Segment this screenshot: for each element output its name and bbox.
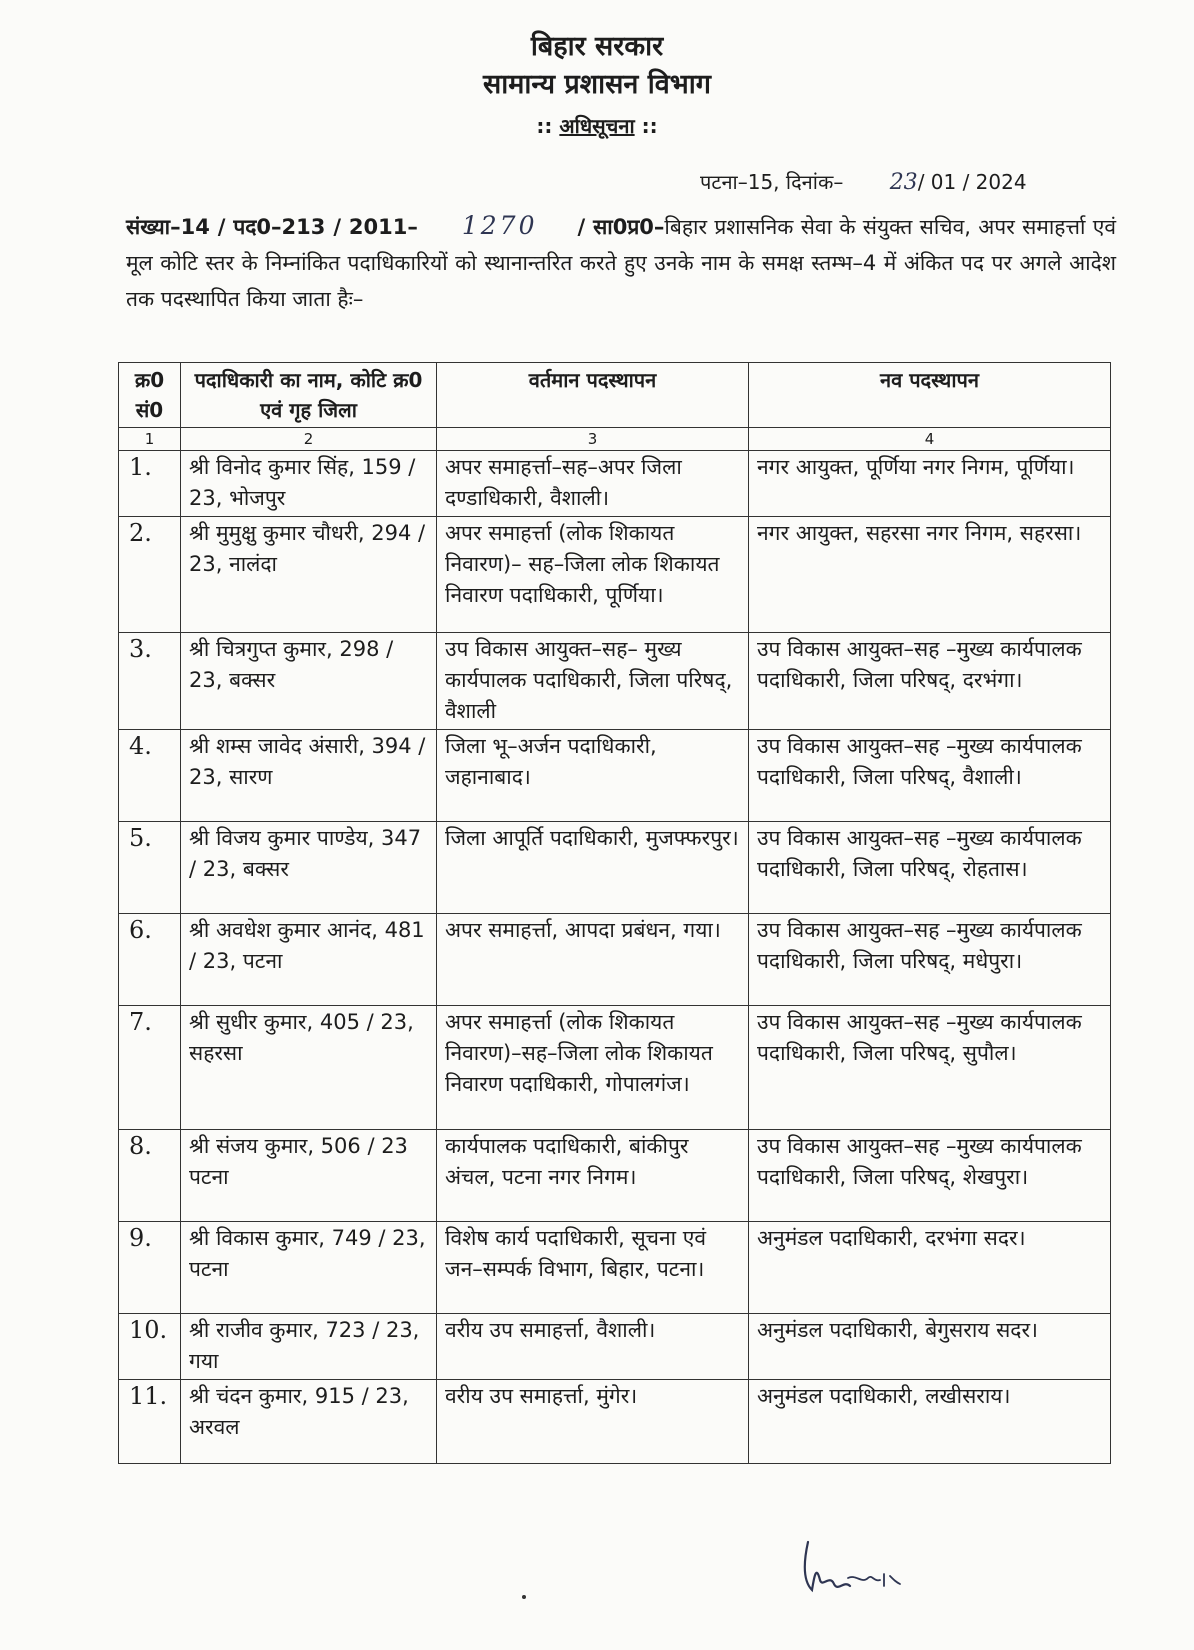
table-row <box>119 633 1111 730</box>
table-row <box>119 517 1111 633</box>
new-posting-cell: उप विकास आयुक्त–सह –मुख्य कार्यपालक पदाधिकारी, जिला परिषद्, दरभंगा। <box>749 633 1111 730</box>
column-number-row <box>119 428 1111 451</box>
reference-number: 1270 <box>461 211 538 240</box>
department-title: सामान्य प्रशासन विभाग <box>483 69 711 100</box>
table-row <box>119 451 1111 517</box>
current-posting-cell: वरीय उप समाहर्त्ता, मुंगेर। <box>437 1380 749 1464</box>
officer-cell: श्री राजीव कुमार, 723 / 23, गया <box>181 1314 437 1380</box>
new-posting-cell: उप विकास आयुक्त–सह –मुख्य कार्यपालक पदाधिकारी, जिला परिषद्, रोहतास। <box>749 822 1111 914</box>
header-officer: पदाधिकारी का नाम, कोटि क्र0 एवं गृह जिला <box>181 363 437 428</box>
column-number: 3 <box>437 428 749 451</box>
serial-cell: 7. <box>119 1006 181 1130</box>
dateline <box>700 168 1027 195</box>
column-number: 4 <box>749 428 1111 451</box>
serial-cell: 10. <box>119 1314 181 1380</box>
current-posting-cell: जिला आपूर्ति पदाधिकारी, मुजफ्फरपुर। <box>437 822 749 914</box>
serial-cell: 9. <box>119 1222 181 1314</box>
column-number: 2 <box>181 428 437 451</box>
government-title: बिहार सरकार <box>530 31 664 62</box>
place-date-label: पटना–15, दिनांक– <box>700 170 844 194</box>
current-posting-cell: उप विकास आयुक्त–सह– मुख्य कार्यपालक पदाधिकारी, जिला परिषद्, वैशाली <box>437 633 749 730</box>
current-posting-cell: अपर समाहर्त्ता (लोक शिकायत निवारण)–सह–जिला लोक शिकायत निवारण पदाधिकारी, गोपालगंज। <box>437 1006 749 1130</box>
officer-cell: श्री विकास कुमार, 749 / 23, पटना <box>181 1222 437 1314</box>
column-number: 1 <box>119 428 181 451</box>
serial-cell: 8. <box>119 1130 181 1222</box>
new-posting-cell: उप विकास आयुक्त–सह –मुख्य कार्यपालक पदाधिकारी, जिला परिषद्, शेखपुरा। <box>749 1130 1111 1222</box>
serial-cell: 1. <box>119 451 181 517</box>
table-header-row <box>119 363 1111 428</box>
officer-cell: श्री सुधीर कुमार, 405 / 23, सहरसा <box>181 1006 437 1130</box>
table-row <box>119 914 1111 1006</box>
serial-cell: 6. <box>119 914 181 1006</box>
serial-cell: 11. <box>119 1380 181 1464</box>
new-posting-cell: उप विकास आयुक्त–सह –मुख्य कार्यपालक पदाधिकारी, जिला परिषद्, वैशाली। <box>749 730 1111 822</box>
officer-cell: श्री अवधेश कुमार आनंद, 481 / 23, पटना <box>181 914 437 1006</box>
new-posting-cell: नगर आयुक्त, सहरसा नगर निगम, सहरसा। <box>749 517 1111 633</box>
stray-mark <box>522 1595 526 1599</box>
current-posting-cell: जिला भू–अर्जन पदाधिकारी, जहानाबाद। <box>437 730 749 822</box>
intro-paragraph <box>126 208 1116 317</box>
header-serial: क्र0 सं0 <box>119 363 181 428</box>
signature <box>800 1540 910 1604</box>
table-row <box>119 1380 1111 1464</box>
officer-cell: श्री चंदन कुमार, 915 / 23, अरवल <box>181 1380 437 1464</box>
table-row <box>119 1314 1111 1380</box>
table-row <box>119 822 1111 914</box>
serial-cell: 5. <box>119 822 181 914</box>
new-posting-cell: अनुमंडल पदाधिकारी, दरभंगा सदर। <box>749 1222 1111 1314</box>
header-new-posting: नव पदस्थापन <box>749 363 1111 428</box>
table-row <box>119 1006 1111 1130</box>
officer-cell: श्री विनोद कुमार सिंह, 159 / 23, भोजपुर <box>181 451 437 517</box>
new-posting-cell: उप विकास आयुक्त–सह –मुख्य कार्यपालक पदाधिकारी, जिला परिषद्, सुपौल। <box>749 1006 1111 1130</box>
new-posting-cell: अनुमंडल पदाधिकारी, लखीसराय। <box>749 1380 1111 1464</box>
officer-cell: श्री मुमुक्षु कुमार चौधरी, 294 / 23, नालंदा <box>181 517 437 633</box>
header-current-posting: वर्तमान पदस्थापन <box>437 363 749 428</box>
current-posting-cell: अपर समाहर्त्ता (लोक शिकायत निवारण)– सह–जिला लोक शिकायत निवारण पदाधिकारी, पूर्णिया। <box>437 517 749 633</box>
officer-cell: श्री चित्रगुप्त कुमार, 298 / 23, बक्सर <box>181 633 437 730</box>
intro-body: बिहार प्रशासनिक सेवा के संयुक्त सचिव, अपर समाहर्त्ता एवं मूल कोटि स्तर के निम्नांकित पदाधिकारियों को स्थानान्तरित करते हुए उनके नाम के समक्ष स्तम्भ–4 में अंकित पद पर अगले आदेश तक पदस्थापित किया जाता हैः– <box>126 215 1116 311</box>
officer-cell: श्री शम्स जावेद अंसारी, 394 / 23, सारण <box>181 730 437 822</box>
serial-cell: 3. <box>119 633 181 730</box>
reference-suffix: / सा0प्र0– <box>577 215 665 239</box>
current-posting-cell: अपर समाहर्त्ता–सह–अपर जिला दण्डाधिकारी, वैशाली। <box>437 451 749 517</box>
officer-cell: श्री विजय कुमार पाण्डेय, 347 / 23, बक्सर <box>181 822 437 914</box>
signature-mark <box>800 1540 910 1600</box>
new-posting-cell: अनुमंडल पदाधिकारी, बेगुसराय सदर। <box>749 1314 1111 1380</box>
notification-suffix: :: <box>641 114 658 138</box>
current-posting-cell: कार्यपालक पदाधिकारी, बांकीपुर अंचल, पटना नगर निगम। <box>437 1130 749 1222</box>
new-posting-cell: उप विकास आयुक्त–सह –मुख्य कार्यपालक पदाधिकारी, जिला परिषद्, मधेपुरा। <box>749 914 1111 1006</box>
notification-title: अधिसूचना <box>559 114 635 138</box>
table-row <box>119 1222 1111 1314</box>
table-row <box>119 1130 1111 1222</box>
current-posting-cell: विशेष कार्य पदाधिकारी, सूचना एवं जन–सम्पर्क विभाग, बिहार, पटना। <box>437 1222 749 1314</box>
current-posting-cell: वरीय उप समाहर्त्ता, वैशाली। <box>437 1314 749 1380</box>
notification-heading <box>0 112 1194 139</box>
officer-cell: श्री संजय कुमार, 506 / 23 पटना <box>181 1130 437 1222</box>
date-day: 23 <box>889 170 918 195</box>
date-rest: / 01 / 2024 <box>917 170 1027 194</box>
serial-cell: 2. <box>119 517 181 633</box>
notification-prefix: :: <box>536 114 553 138</box>
reference-prefix: संख्या–14 / पद0–213 / 2011– <box>126 215 418 239</box>
serial-cell: 4. <box>119 730 181 822</box>
current-posting-cell: अपर समाहर्त्ता, आपदा प्रबंधन, गया। <box>437 914 749 1006</box>
transfer-table <box>118 362 1111 1464</box>
table-row <box>119 730 1111 822</box>
new-posting-cell: नगर आयुक्त, पूर्णिया नगर निगम, पूर्णिया। <box>749 451 1111 517</box>
